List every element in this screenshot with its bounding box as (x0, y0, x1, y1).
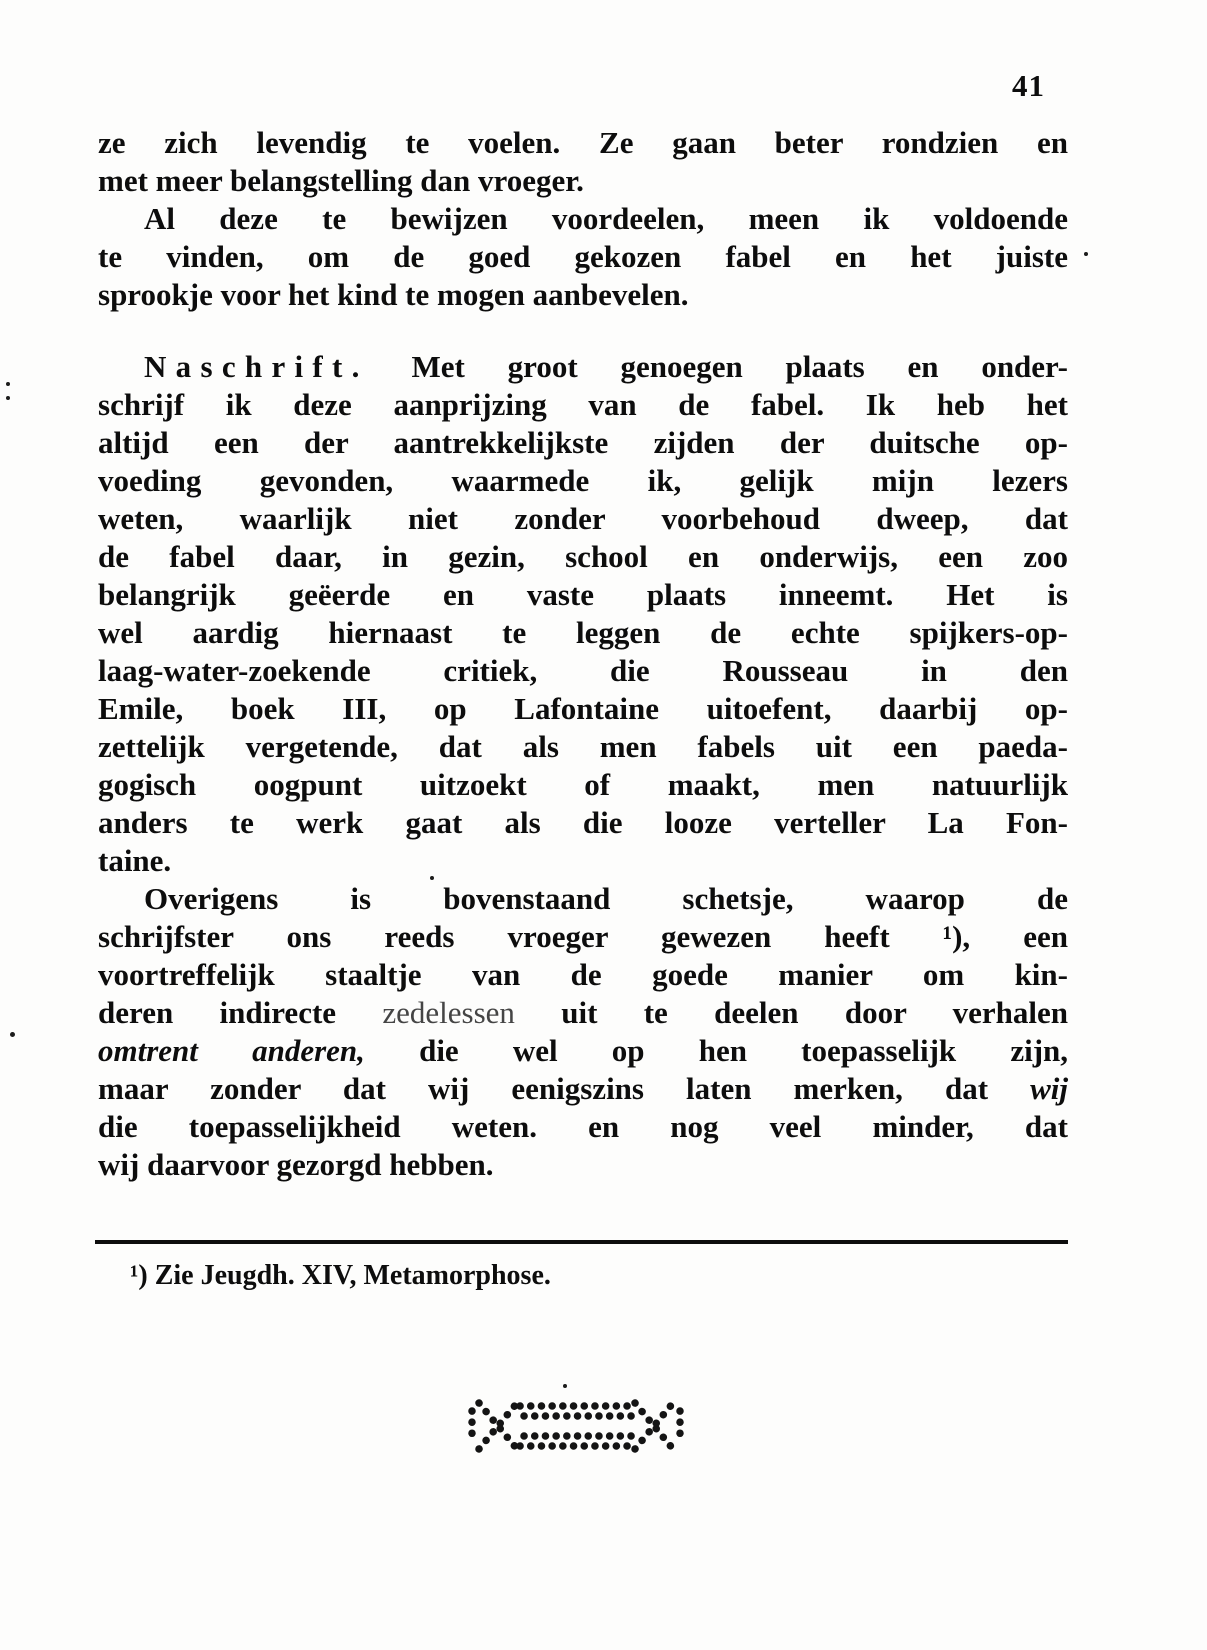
scan-speck (6, 396, 10, 400)
text-line: de fabel daar, in gezin, school en onderwijs, een zoo (98, 539, 1068, 574)
text-line: Overigens is bovenstaand schetsje, waarop de (144, 881, 1068, 916)
text-line (98, 1032, 1068, 1070)
text-line: Al deze te bewijzen voordeelen, meen ik voldoende (144, 201, 1068, 236)
text-segment: Met groot genoegen plaats en onder- (368, 349, 1068, 384)
text-line: sprookje voor het kind te mogen aanbevelen. (98, 277, 689, 312)
text-segment-italic: wij (1030, 1071, 1068, 1106)
scan-speck (430, 876, 434, 880)
text-line: belangrijk geëerde en vaste plaats inneemt. Het is (98, 577, 1068, 612)
paragraph-4 (98, 880, 1068, 1184)
text-line: te vinden, om de goed gekozen fabel en het juiste (98, 239, 1068, 274)
footnote: ¹) Zie Jeugdh. XIV, Metamorphose. (130, 1260, 551, 1291)
text-line: voortreffelijk staaltje van de goede manier om kin- (98, 957, 1068, 992)
text-line: taine. (98, 843, 172, 878)
paragraph-2 (98, 200, 1068, 314)
scan-speck (10, 1032, 15, 1037)
text-segment: die wel op hen toepasselijk zijn, (364, 1033, 1069, 1068)
text-line: zettelijk vergetende, dat als men fabels uit een paeda- (98, 729, 1068, 764)
ornament-dotted-band (468, 1398, 684, 1454)
text-line: wel aardig hiernaast te leggen de echte spijkers-op- (98, 615, 1068, 650)
text-line: laag-water-zoekende critiek, die Rousseau in den (98, 653, 1068, 688)
text-line: wij daarvoor gezorgd hebben. (98, 1147, 494, 1182)
paragraph-1 (98, 124, 1068, 200)
text-segment: maar zonder dat wij eenigszins laten merken, dat (98, 1071, 1031, 1106)
text-line: schrijfster ons reeds vroeger gewezen heeft ¹), een (98, 919, 1068, 954)
text-line (98, 994, 1068, 1032)
scan-speck (6, 382, 10, 386)
text-line (98, 1070, 1068, 1108)
text-line: voeding gevonden, waarmede ik, gelijk mijn lezers (98, 463, 1068, 498)
text-line: gogisch oogpunt uitzoekt of maakt, men natuurlijk (98, 767, 1068, 802)
text-line: weten, waarlijk niet zonder voorbehoud dweep, dat (98, 501, 1068, 536)
text-segment: uit te deelen door verhalen (514, 995, 1068, 1030)
text-line: altijd een der aantrekkelijkste zijden der duitsche op- (98, 425, 1068, 460)
text-line: ze zich levendig te voelen. Ze gaan beter rondzien en (98, 125, 1068, 160)
scan-speck (563, 1384, 567, 1388)
scan-speck (1084, 252, 1088, 256)
text-segment-faint: zedelessen (382, 995, 515, 1030)
text-line: Emile, boek III, op Lafontaine uitoefent, daarbij op- (98, 691, 1068, 726)
text-line: die toepasselijkheid weten. en nog veel minder, dat (98, 1109, 1068, 1144)
text-line (98, 348, 1068, 386)
text-line: anders te werk gaat als die looze verteller La Fon- (98, 805, 1068, 840)
text-segment: deren indirecte (98, 995, 383, 1030)
text-line: schrijf ik deze aanprijzing van de fabel. Ik heb het (98, 387, 1068, 422)
page-number: 41 (1012, 68, 1045, 103)
text-line: met meer belangstelling dan vroeger. (98, 163, 584, 198)
naschrift-heading: Naschrift. (144, 349, 369, 384)
footnote-rule (95, 1240, 1068, 1244)
paragraph-naschrift (98, 348, 1068, 880)
text-segment-italic: omtrent anderen, (98, 1033, 365, 1068)
text-block (98, 124, 1068, 1184)
